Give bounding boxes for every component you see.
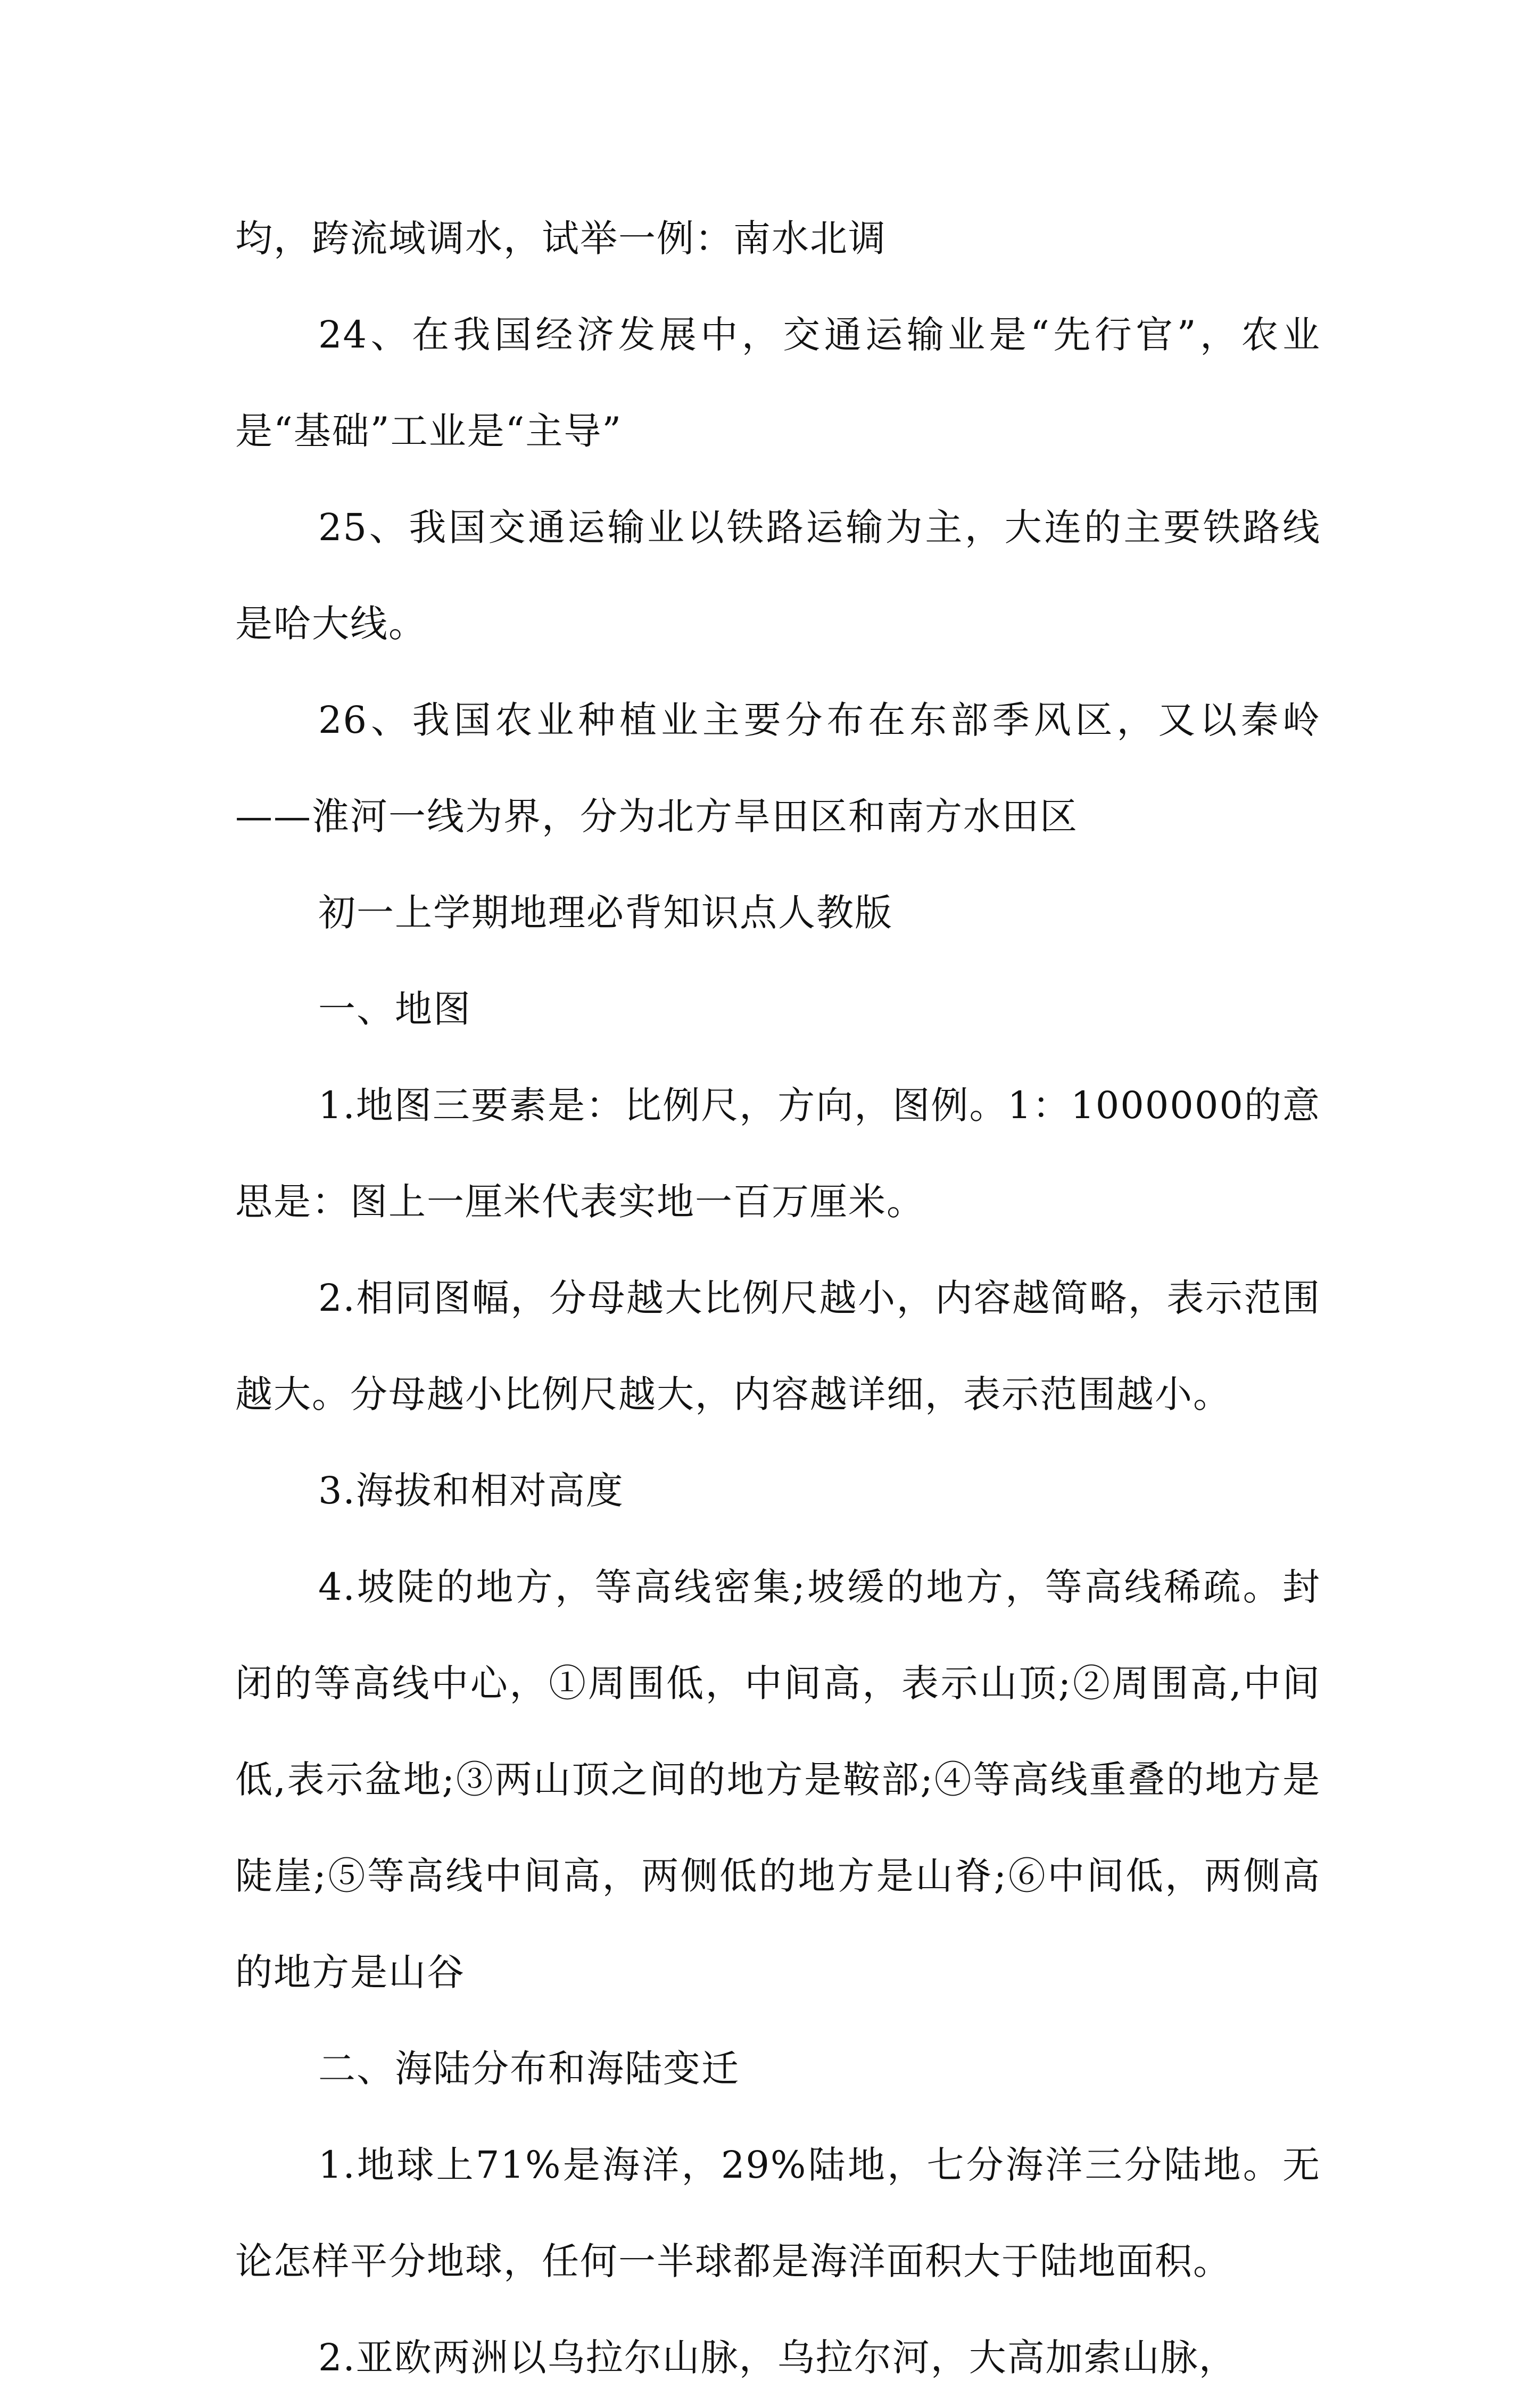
paragraph: 24、在我国经济发展中，交通运输业是“先行官”，农业是“基础”工业是“主导”	[235, 313, 1321, 453]
section-heading: 初一上学期地理必背知识点人教版	[318, 891, 893, 935]
paragraph: 2.相同图幅，分母越大比例尺越小，内容越简略，表示范围越大。分母越小比例尺越大，内容越详细，表示范围越小。	[235, 1276, 1321, 1416]
paragraph: 1.地球上71%是海洋，29%陆地，七分海洋三分陆地。无论怎样平分地球，任何一半球都是海洋面积大于陆地面积。	[235, 2143, 1321, 2283]
section-heading: 二、海陆分布和海陆变迁	[318, 2047, 740, 2090]
section-heading: 一、地图	[318, 987, 471, 1031]
paragraph: 26、我国农业种植业主要分布在东部季风区，又以秦岭——淮河一线为界，分为北方旱田区和南方水田区	[235, 698, 1321, 838]
document-body	[235, 191, 1321, 2406]
paragraph: 均，跨流域调水，试举一例：南水北调	[235, 217, 887, 260]
paragraph: 2.亚欧两洲以乌拉尔山脉，乌拉尔河，大高加索山脉，	[318, 2336, 1237, 2379]
paragraph: 1.地图三要素是：比例尺，方向，图例。1：1000000的意思是：图上一厘米代表实地一百万厘米。	[235, 1084, 1321, 1223]
paragraph: 4.坡陡的地方，等高线密集;坡缓的地方，等高线稀疏。封闭的等高线中心，①周围低，中间高，表示山顶;②周围高,中间低,表示盆地;③两山顶之间的地方是鞍部;④等高线重叠的地方是陡崖;⑤等高线中间高，两侧低的地方是山脊;⑥中间低，两侧高的地方是山谷	[235, 1565, 1321, 1994]
paragraph: 3.海拔和相对高度	[318, 1469, 624, 1512]
paragraph: 25、我国交通运输业以铁路运输为主，大连的主要铁路线是哈大线。	[235, 506, 1321, 646]
